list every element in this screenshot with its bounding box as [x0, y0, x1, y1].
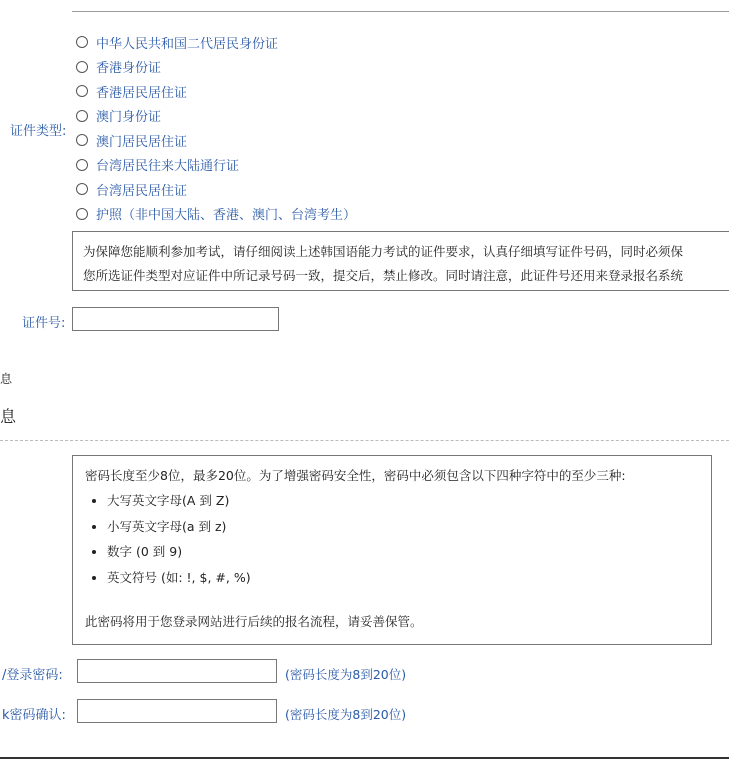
- password-notice-footer: 此密码将用于您登录网站进行后续的报名流程，请妥善保管。: [85, 614, 423, 629]
- radio-option-taiwan-residence[interactable]: [76, 177, 356, 202]
- id-notice-line: 您所选证件类型对应证件中所记录号码一致，提交后，禁止修改。同时请注意，此证件号还用来登录报名系统: [83, 268, 684, 283]
- password-rule-list: [85, 488, 699, 590]
- radio-circle-icon[interactable]: [76, 159, 88, 171]
- password-rule-item: • 大写英文字母(A 到 Z): [107, 488, 699, 514]
- password-rule-item: • 数字 (0 到 9): [107, 539, 699, 565]
- id-notice-line: 为保障您能顺利参加考试，请仔细阅读上述韩国语能力考试的证件要求，认真仔细填写证件号码，同时必须保: [83, 244, 684, 259]
- radio-option-hk-residence[interactable]: [76, 79, 356, 104]
- radio-option-label: 香港居民居住证: [96, 85, 188, 101]
- radio-option-passport[interactable]: [76, 202, 356, 227]
- radio-circle-icon[interactable]: [76, 134, 88, 146]
- radio-circle-icon[interactable]: [76, 61, 88, 73]
- radio-option-label: 台湾居民往来大陆通行证: [96, 159, 240, 175]
- radio-option-label: 澳门身份证: [96, 110, 162, 126]
- radio-option-hk-id[interactable]: [76, 55, 356, 80]
- radio-option-macau-residence[interactable]: [76, 128, 356, 153]
- login-password-hint: (密码长度为8到20位): [285, 667, 407, 682]
- radio-option-label: 香港身份证: [96, 61, 162, 77]
- id-type-label: 证件类型:: [10, 124, 67, 139]
- id-number-input[interactable]: [72, 307, 279, 331]
- login-password-label: /登录密码:: [2, 668, 63, 683]
- confirm-password-hint: (密码长度为8到20位): [285, 707, 407, 722]
- radio-option-label: 台湾居民居住证: [96, 183, 188, 199]
- radio-option-macau-id[interactable]: [76, 104, 356, 129]
- radio-circle-icon[interactable]: [76, 208, 88, 220]
- section-divider: [0, 440, 729, 441]
- confirm-password-label: k密码确认:: [2, 708, 66, 723]
- id-notice-box: [72, 231, 729, 291]
- radio-circle-icon[interactable]: [76, 85, 88, 97]
- radio-option-taiwan-permit[interactable]: [76, 153, 356, 178]
- radio-circle-icon[interactable]: [76, 36, 88, 48]
- password-notice-box: [72, 455, 712, 645]
- password-rule-item: • 小写英文字母(a 到 z): [107, 514, 699, 540]
- password-rule-intro: 密码长度至少8位，最多20位。为了增强密码安全性，密码中必须包含以下四种字符中的至少三种:: [85, 468, 626, 483]
- id-number-label: 证件号:: [22, 316, 66, 331]
- radio-option-label: 澳门居民居住证: [96, 134, 188, 150]
- bottom-divider: [0, 757, 729, 759]
- confirm-password-input[interactable]: [77, 699, 277, 723]
- section-heading-fragment: 息: [0, 407, 17, 426]
- radio-option-mainland-id[interactable]: [76, 30, 356, 55]
- id-type-radio-group: [76, 30, 356, 226]
- radio-option-label: 中华人民共和国二代居民身份证: [96, 36, 279, 52]
- radio-option-label: 护照（非中国大陆、香港、澳门、台湾考生）: [96, 208, 357, 224]
- top-divider: [72, 11, 729, 12]
- radio-circle-icon[interactable]: [76, 183, 88, 195]
- login-password-input[interactable]: [77, 659, 277, 683]
- section-heading-fragment: 息: [0, 372, 13, 386]
- password-rule-item: • 英文符号 (如: !, $, #, %): [107, 565, 699, 591]
- radio-circle-icon[interactable]: [76, 110, 88, 122]
